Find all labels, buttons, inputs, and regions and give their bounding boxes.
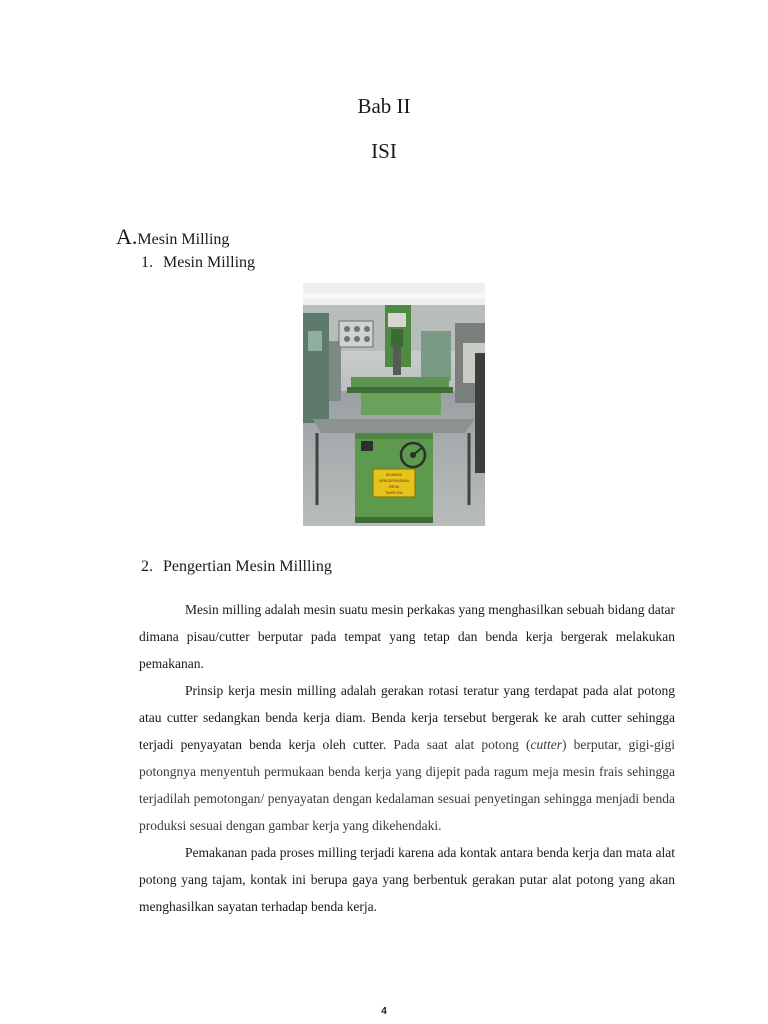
section-title: Mesin Milling xyxy=(137,231,230,248)
subsection-heading-2 xyxy=(141,558,332,576)
subsection-number: 1. xyxy=(141,254,153,271)
paragraph: Pemakanan pada proses milling terjadi karena ada kontak antara benda kerja dan mata alat potong yang tajam, kontak ini berupa gaya yang berbentuk gerakan putar alat potong yang akan menghasilkan sayatan terhadap benda kerja. xyxy=(139,845,675,914)
section-heading-a xyxy=(116,224,229,250)
paragraph xyxy=(139,677,675,839)
sign-text-line2: MENGOPERASIKAN xyxy=(379,479,409,483)
subsection-title: Mesin Milling xyxy=(163,254,256,271)
sign-text-line4: TANPA IZIN xyxy=(385,491,403,495)
sign-text-line3: MESIN xyxy=(388,485,400,489)
paragraph-segment: Pada saat alat potong ( xyxy=(393,737,531,752)
chapter-title: Bab II xyxy=(357,94,411,118)
milling-machine-photo xyxy=(303,283,485,526)
subsection-number: 2. xyxy=(141,558,153,575)
paragraph: Mesin milling adalah mesin suatu mesin perkakas yang menghasilkan sebuah bidang datar dimana pisau/cutter berputar pada tempat yang tetap dan benda kerja bergerak melakukan pemakanan. xyxy=(139,602,675,671)
subsection-title: Pengertian Mesin Millling xyxy=(163,558,332,575)
paragraph-emphasis: cutter xyxy=(530,737,562,752)
body-text xyxy=(139,596,675,920)
paragraph-segment: ) berputar, gigi-gigi potongnya menyentuh permukaan benda kerja yang dijepit pada ragum meja mesin frais sehingga terjadilah pemotongan/ penyayatan dengan kedalaman sesuai penyetingan sehingga menjadi benda produksi sesuai dengan gambar kerja yang dikehendaki. xyxy=(139,737,675,833)
paragraph-segment: Prinsip kerja mesin milling adalah gerakan rotasi teratur yang terdapat pada alat potong atau cutter sedangkan benda kerja diam. Benda kerja tersebut bergerak ke arah cutter sehingga terjadi penyayatan benda kerja oleh cutter. xyxy=(139,683,675,752)
section-letter: A. xyxy=(116,224,138,249)
sign-text-line1: DILARANG xyxy=(385,473,403,477)
chapter-subtitle: ISI xyxy=(371,139,397,163)
page-number: 4 xyxy=(381,1006,387,1017)
subsection-heading-1 xyxy=(141,254,255,272)
